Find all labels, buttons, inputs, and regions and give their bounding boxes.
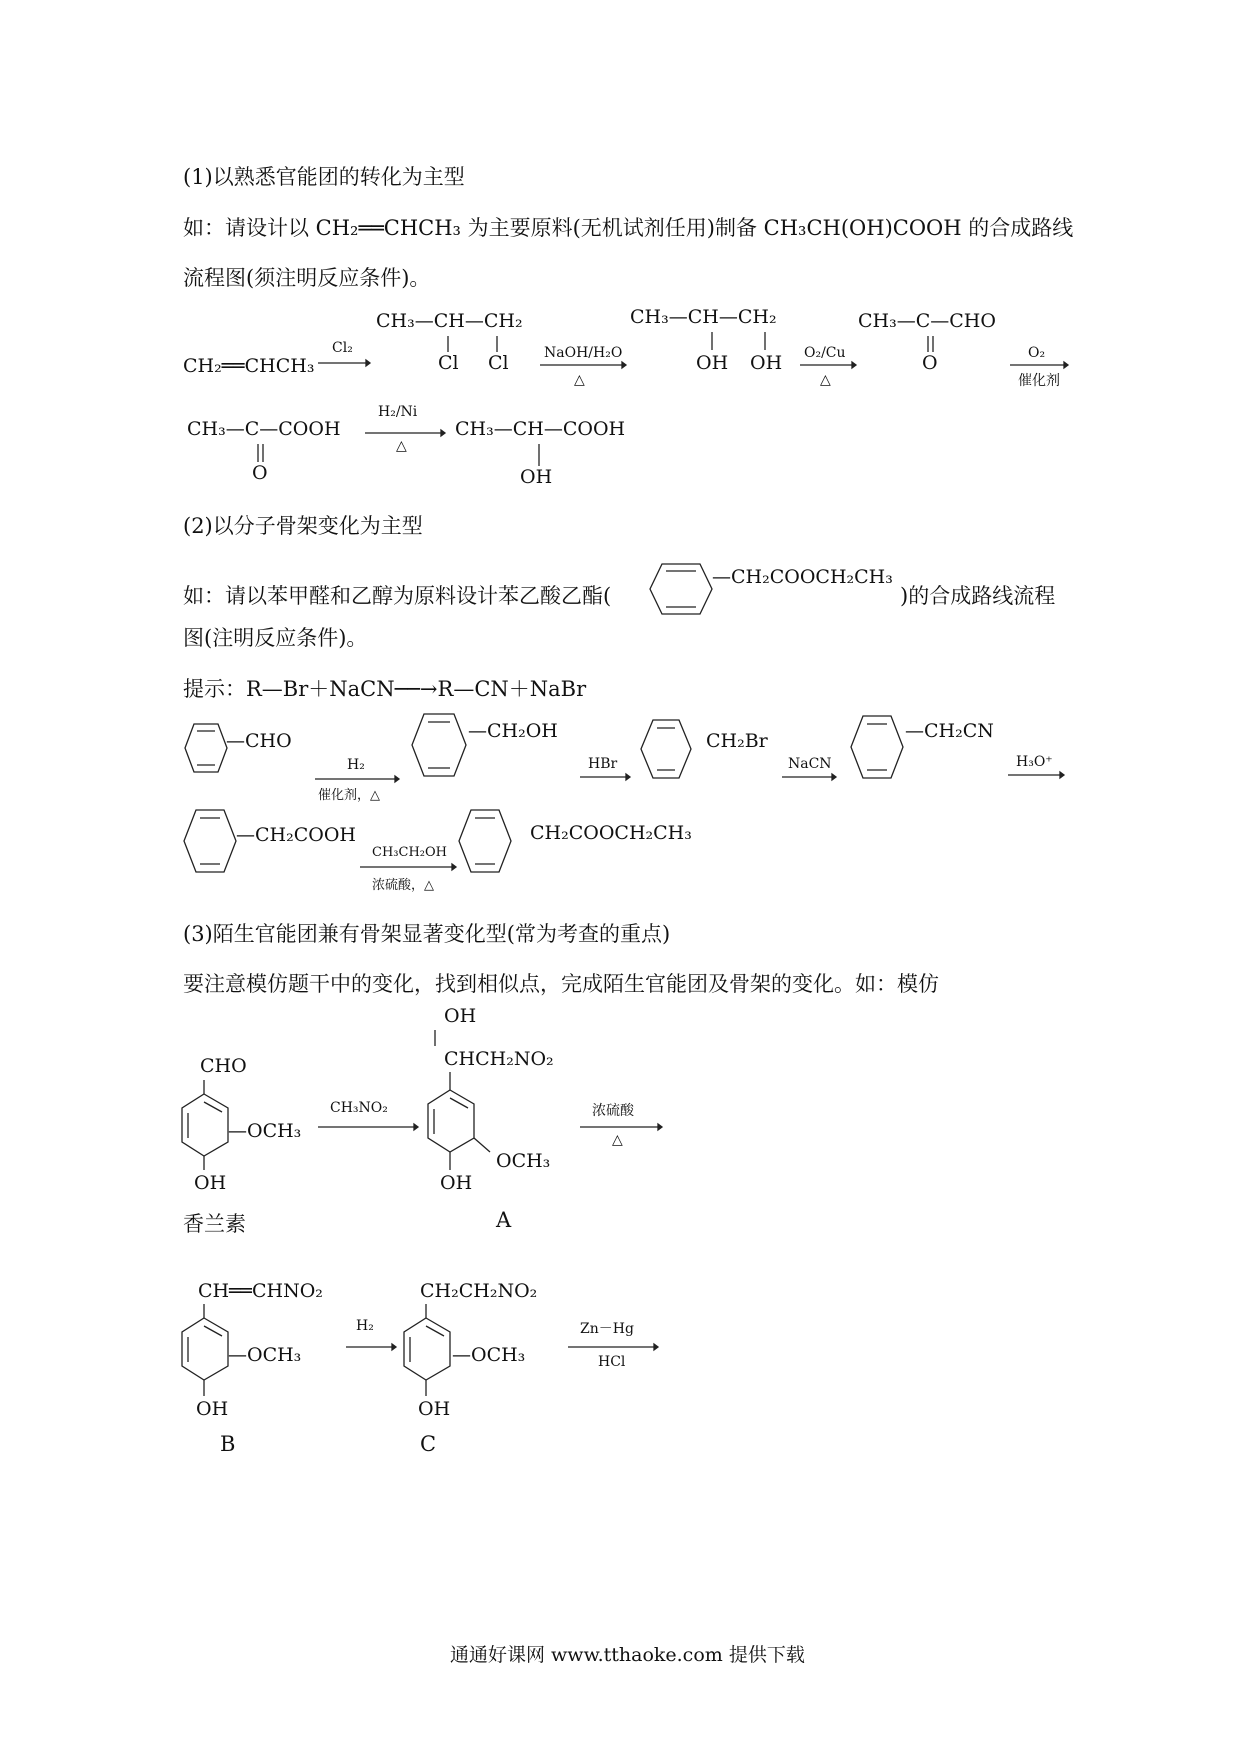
reaction-arrow — [346, 1342, 396, 1352]
reagent-4-condition: HCl — [598, 1354, 626, 1370]
oxo-substituent: O — [252, 462, 268, 484]
reaction-arrow — [580, 1122, 662, 1132]
arrow-5-condition: 浓硫酸，△ — [372, 878, 434, 893]
section-3-line-1: 要注意模仿题干中的变化，找到相似点，完成陌生官能团及骨架的变化。如：模仿 — [183, 972, 939, 996]
oxo-substituent: O — [922, 352, 938, 374]
reagent-2: 浓硫酸 — [592, 1103, 634, 1119]
arrow-2-reagent: HBr — [588, 756, 618, 772]
arrow-2-condition: △ — [574, 372, 585, 388]
bond-lines — [712, 332, 772, 354]
benzene-ring-icon — [183, 722, 229, 774]
benzene-ring-icon — [458, 808, 514, 874]
arrow-4-reagent: H₃O⁺ — [1016, 754, 1053, 770]
reaction-arrow — [782, 772, 836, 782]
reaction-arrow — [580, 772, 630, 782]
vanillin-aldehyde-group: CHO — [200, 1055, 247, 1077]
vanillin-label: 香兰素 — [183, 1212, 246, 1236]
arrow-5-condition: △ — [396, 438, 407, 454]
reaction-arrow — [540, 360, 626, 370]
benzaldehyde-group: —CHO — [226, 730, 292, 752]
methoxy-group: —OCH₃ — [228, 1120, 302, 1142]
methoxy-group: —OCH₃ — [228, 1344, 302, 1366]
nitrostyrene-chain: CH══CHNO₂ — [198, 1280, 323, 1302]
compound-b-label: B — [220, 1432, 236, 1456]
benzene-ring-icon — [410, 712, 470, 778]
double-bond-lines — [256, 444, 266, 464]
propene-formula: CH₂══CHCH₃ — [183, 355, 315, 377]
reaction-arrow — [315, 774, 399, 784]
hydroxyl-substituent: OH — [696, 352, 729, 374]
bond-lines — [430, 1030, 440, 1050]
reagent-4: Zn－Hg — [580, 1321, 634, 1337]
arrow-1-reagent: H₂ — [347, 757, 365, 773]
ester-side-chain: —CH₂COOCH₂CH₃ — [712, 566, 893, 588]
ethyl-phenylacetate-group: CH₂COOCH₂CH₃ — [530, 822, 692, 844]
question-2-line-1-end: )的合成路线流程 — [900, 584, 1056, 608]
chloro-substituent: Cl — [488, 352, 509, 374]
phenol-hydroxyl: OH — [418, 1398, 451, 1420]
reagent-3: H₂ — [356, 1318, 374, 1334]
arrow-1-condition: 催化剂，△ — [318, 788, 380, 803]
reaction-arrow — [800, 360, 856, 370]
propanediol-chain: CH₃—CH—CH₂ — [630, 306, 777, 328]
arrow-3-condition: △ — [820, 372, 831, 388]
hydroxyl-substituent: OH — [520, 466, 553, 488]
question-1-line-2: 流程图(须注明反应条件)。 — [183, 266, 431, 290]
benzene-ring-icon — [183, 808, 239, 874]
question-2-line-2: 图(注明反应条件)。 — [183, 626, 368, 650]
benzene-ring-icon — [640, 718, 694, 780]
hint-equation: 提示：R—Br＋NaCN──→R—CN＋NaBr — [183, 677, 587, 701]
benzene-ring-icon — [648, 560, 718, 618]
benzyl-bromide-group: CH₂Br — [706, 730, 768, 752]
nitroethyl-chain: CH₂CH₂NO₂ — [420, 1280, 538, 1302]
arrow-4-reagent: O₂ — [1028, 345, 1046, 361]
pyruvaldehyde-chain: CH₃—C—CHO — [858, 310, 996, 332]
lactic-acid-chain: CH₃—CH—COOH — [455, 418, 626, 440]
reagent-2-condition: △ — [612, 1132, 623, 1148]
arrow-5-reagent: H₂/Ni — [378, 404, 418, 420]
footer-text: 通通好课网 www.tthaoke.com 提供下载 — [450, 1644, 805, 1666]
dichloropropane-chain: CH₃—CH—CH₂ — [376, 310, 523, 332]
reagent-1: CH₃NO₂ — [330, 1100, 388, 1116]
nitroethanol-chain: CHCH₂NO₂ — [444, 1048, 554, 1070]
question-1-line-1: 如：请设计以 CH₂══CHCH₃ 为主要原料(无机试剂任用)制备 CH₃CH(OH)COOH 的合成路线 — [183, 216, 1074, 240]
question-2-line-1-start: 如：请以苯甲醛和乙醇为原料设计苯乙酸乙酯( — [183, 584, 612, 608]
phenol-hydroxyl: OH — [194, 1172, 227, 1194]
section-3-heading: (3)陌生官能团兼有骨架显著变化型(常为考查的重点) — [183, 922, 671, 946]
section-2-heading: (2)以分子骨架变化为主型 — [183, 514, 423, 538]
reaction-arrow — [360, 862, 456, 872]
arrow-3-reagent: NaCN — [788, 756, 832, 772]
methoxy-group: —OCH₃ — [452, 1344, 526, 1366]
pyruvic-acid-chain: CH₃—C—COOH — [187, 418, 341, 440]
compound-c-label: C — [420, 1432, 437, 1456]
reaction-arrow — [318, 358, 370, 368]
arrow-1-reagent: Cl₂ — [332, 340, 353, 356]
arrow-4-condition: 催化剂 — [1018, 373, 1060, 389]
phenylacetic-acid-group: —CH₂COOH — [236, 824, 356, 846]
arrow-5-reagent: CH₃CH₂OH — [372, 845, 447, 860]
section-1-heading: (1)以熟悉官能团的转化为主型 — [183, 165, 465, 189]
reaction-arrow — [365, 428, 445, 438]
methoxy-group: OCH₃ — [496, 1150, 551, 1172]
reaction-arrow — [1010, 360, 1068, 370]
reaction-arrow — [1008, 770, 1064, 780]
benzyl-alcohol-group: —CH₂OH — [468, 720, 558, 742]
arrow-2-reagent: NaOH/H₂O — [544, 345, 623, 361]
benzyl-cyanide-group: —CH₂CN — [905, 720, 994, 742]
benzene-ring-icon — [850, 714, 906, 780]
compound-a-label: A — [496, 1208, 512, 1232]
hydroxyl-substituent: OH — [444, 1005, 477, 1027]
chloro-substituent: Cl — [438, 352, 459, 374]
hydroxyl-substituent: OH — [750, 352, 783, 374]
reaction-arrow — [318, 1122, 418, 1132]
arrow-3-reagent: O₂/Cu — [804, 345, 846, 361]
phenol-hydroxyl: OH — [440, 1172, 473, 1194]
phenol-hydroxyl: OH — [196, 1398, 229, 1420]
reaction-arrow — [568, 1342, 658, 1352]
